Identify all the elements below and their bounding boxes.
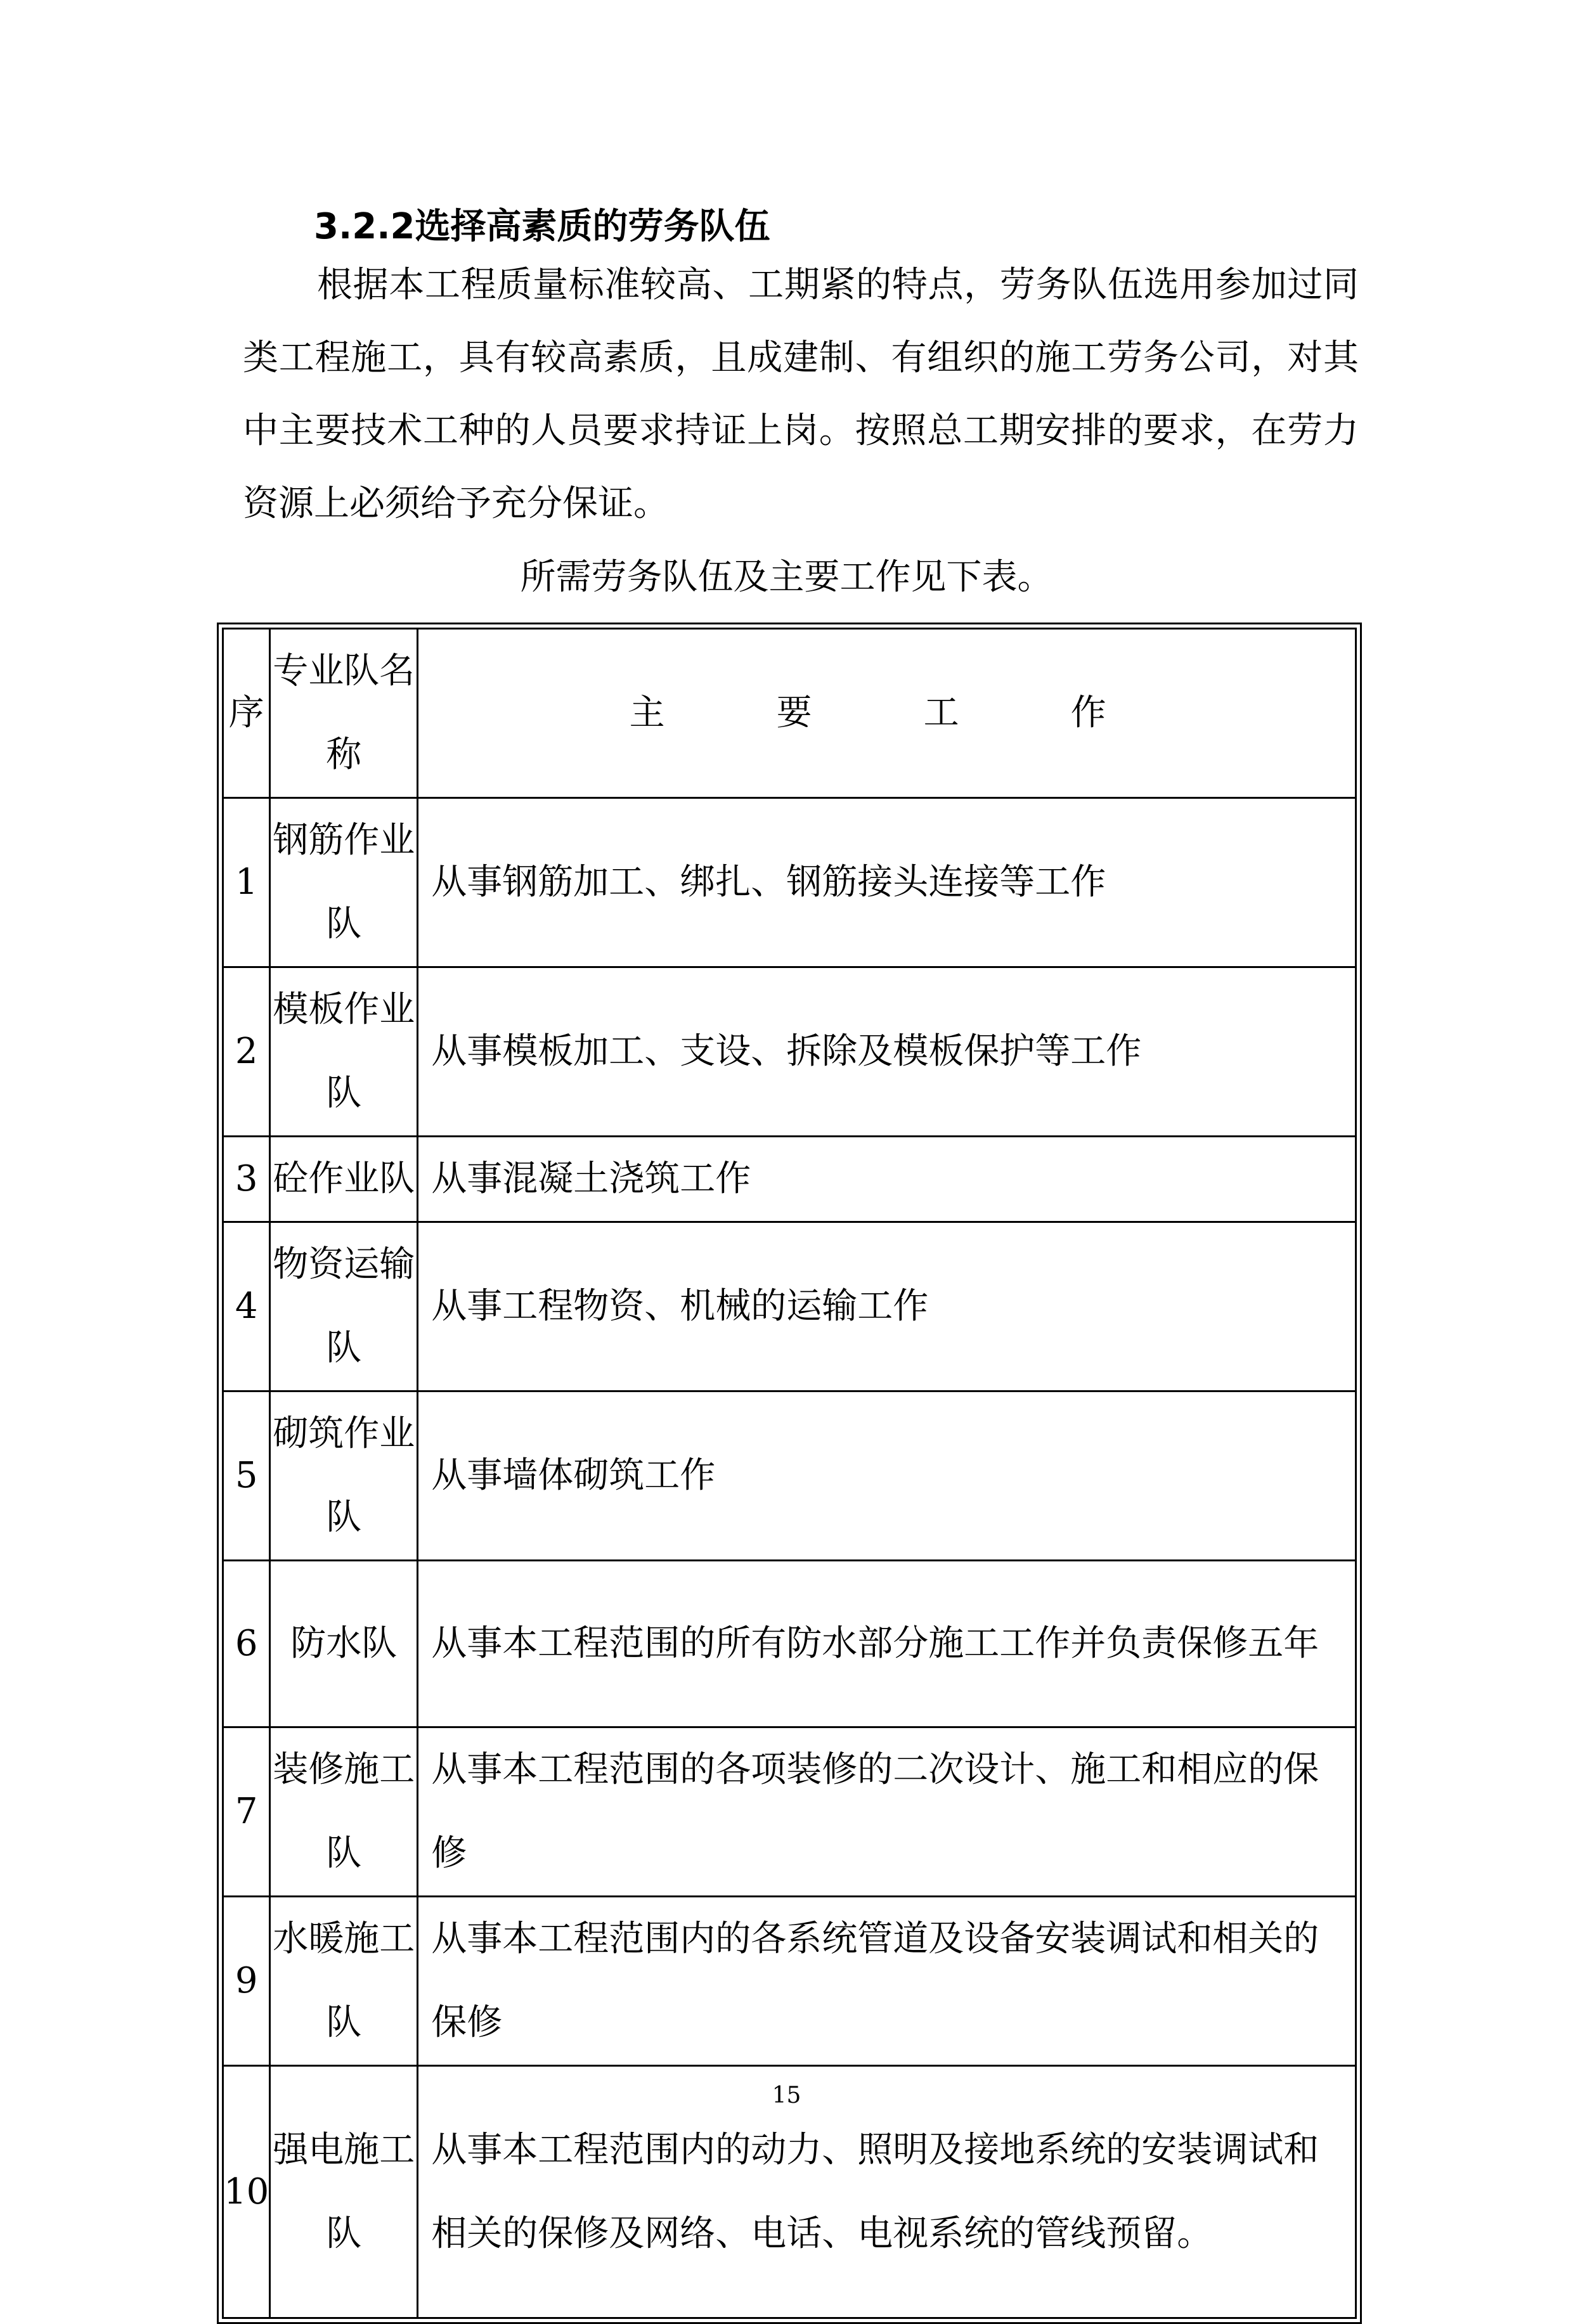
work-description: 从事本工程范围的所有防水部分施工工作并负责保修五年 bbox=[418, 1561, 1356, 1727]
row-number: 7 bbox=[223, 1727, 270, 1897]
work-description: 从事本工程范围内的各系统管道及设备安装调试和相关的保修 bbox=[418, 1897, 1356, 2066]
team-name: 模板作业队 bbox=[270, 967, 418, 1137]
team-name: 水暖施工队 bbox=[270, 1897, 418, 2066]
row-number: 1 bbox=[223, 798, 270, 967]
work-description: 从事本工程范围内的动力、照明及接地系统的安装调试和相关的保修及网络、电话、电视系统的管线预留。 bbox=[418, 2066, 1356, 2318]
table-row bbox=[223, 967, 1356, 1137]
body-paragraph: 根据本工程质量标准较高、工期紧的特点，劳务队伍选用参加过同类工程施工，具有较高素质，且成建制、有组织的施工劳务公司，对其中主要技术工种的人员要求持证上岗。按照总工期安排的要求，在劳力资源上必须给予充分保证。 bbox=[243, 264, 1359, 524]
row-number: 6 bbox=[223, 1561, 270, 1727]
work-description: 从事模板加工、支设、拆除及模板保护等工作 bbox=[418, 967, 1356, 1137]
row-number: 9 bbox=[223, 1897, 270, 2066]
row-number: 5 bbox=[223, 1391, 270, 1561]
team-name: 防水队 bbox=[270, 1561, 418, 1727]
row-number: 10 bbox=[223, 2066, 270, 2318]
table-row bbox=[223, 1137, 1356, 1222]
work-description: 从事钢筋加工、绑扎、钢筋接头连接等工作 bbox=[418, 798, 1356, 967]
team-name: 强电施工队 bbox=[270, 2066, 418, 2318]
table-row bbox=[223, 1222, 1356, 1391]
team-name: 装修施工队 bbox=[270, 1727, 418, 1897]
work-description: 从事工程物资、机械的运输工作 bbox=[418, 1222, 1356, 1391]
team-name: 砌筑作业队 bbox=[270, 1391, 418, 1561]
work-description: 从事本工程范围的各项装修的二次设计、施工和相应的保修 bbox=[418, 1727, 1356, 1897]
table-caption: 所需劳务队伍及主要工作见下表。 bbox=[520, 557, 1053, 598]
table-header-row bbox=[223, 629, 1356, 798]
team-name: 砼作业队 bbox=[270, 1137, 418, 1222]
labor-team-table bbox=[217, 623, 1362, 2324]
table-row bbox=[223, 1391, 1356, 1561]
table-row bbox=[223, 1561, 1356, 1727]
header-no: 序 bbox=[223, 629, 270, 798]
work-description: 从事墙体砌筑工作 bbox=[418, 1391, 1356, 1561]
team-name: 物资运输队 bbox=[270, 1222, 418, 1391]
row-number: 4 bbox=[223, 1222, 270, 1391]
header-work: 主 要 工 作 bbox=[418, 629, 1356, 798]
team-name: 钢筋作业队 bbox=[270, 798, 418, 967]
row-number: 3 bbox=[223, 1137, 270, 1222]
section-heading: 3.2.2选择高素质的劳务队伍 bbox=[314, 206, 770, 247]
header-team: 专业队名称 bbox=[270, 629, 418, 798]
table-row bbox=[223, 1727, 1356, 1897]
table-row bbox=[223, 1897, 1356, 2066]
page-number: 15 bbox=[772, 2082, 801, 2108]
table-row bbox=[223, 798, 1356, 967]
work-description: 从事混凝土浇筑工作 bbox=[418, 1137, 1356, 1222]
row-number: 2 bbox=[223, 967, 270, 1137]
